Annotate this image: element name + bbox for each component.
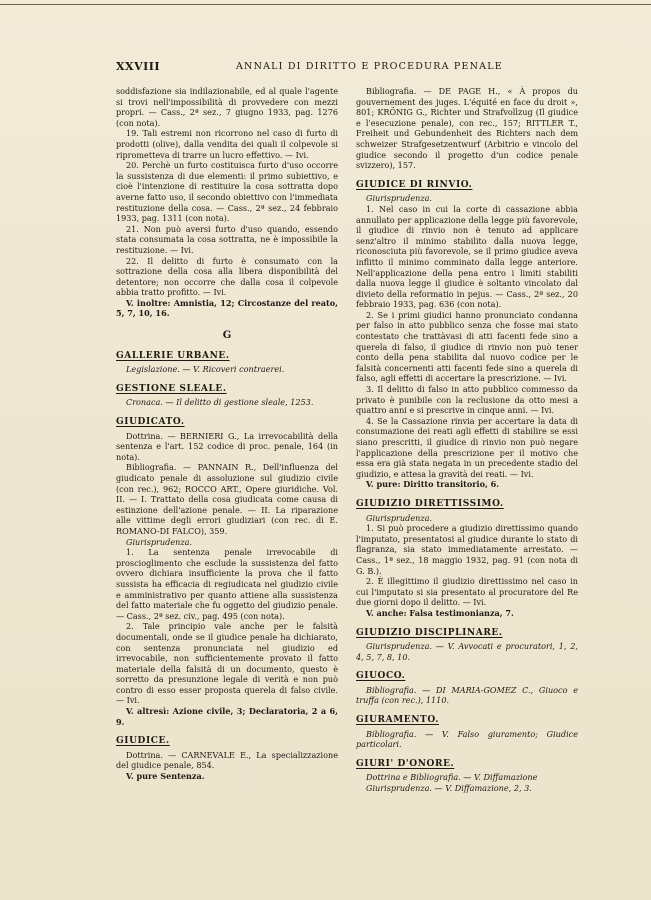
see-also: V. pure Sentenza. <box>126 771 205 782</box>
entry-heading: GESTIONE SLEALE. <box>116 383 227 394</box>
entry-paragraph: Giurisprudenza. — V. Avvocati e procuratori, 1, 2, 4, 5, 7, 8, 10. <box>356 641 578 662</box>
subheading: Giurisprudenza. <box>366 193 432 204</box>
entry-heading: GIUDIZIO DIRETTISSIMO. <box>356 498 504 509</box>
entry-paragraph: 22. Il delitto di furto è consumato con la sottrazione della cosa alla libera disponibilità del detentore; non occorre che dalla cosa il colpevole abbia tratto profitto. — Ivi. <box>116 255 338 298</box>
entry-paragraph: 1. Nel caso in cui la corte di cassazione abbia annullato per applicazione della legge più favorevole, il giudice di rinvio non è tenuto ad applicare senz'altro il minimo stabilito dalla nuova legge, riconosciuta più favorevole, se il primo giudice aveva inflitto il minimo comminato dalla legge anteriore. Nell'applicazione della pena entro i limiti stabiliti dalla nuova legge il giudice è soltanto vincolato dal divieto della reformatio in pejus. — Cass., 2ª sez., 20 febbraio 1933, pag. 636 (con nota). <box>356 203 578 310</box>
entry-paragraph: Dottrina. — CARNEVALE E., La specializzazione del giudice penale, 854. <box>116 749 338 771</box>
entry-paragraph: Bibliografia. — DI MARIA-GOMEZ C., Giuoco e truffa (con rec.), 1110. <box>356 684 578 706</box>
entry-paragraph: 2. Tale principio vale anche per le falsità documentali, onde se il giudice penale ha dichiarato, con sentenza pronunciata nel giudizio ed irrevocabile, non sufficientemente provato il fatto materiale della falsità di un documento, questo è sorretto da presunzione legale di verità e non può contro di esso esser proposta querela di falso civile. — Ivi. <box>116 621 338 706</box>
entry-paragraph: 2. Se i primi giudici hanno pronunciato condanna per falso in atto pubblico senza che fosse mai stato contestato che trattàvasi di atti facenti fede sino a querela di falso, il giudice di rinvio non può tener conto della pena stabilita dal nuovo codice per le falsità concernenti atti facenti fede sino a querela di falso, agli effetti di accertare la prescrizione. — Ivi. <box>356 309 578 384</box>
page-number: XXVIII <box>116 60 161 73</box>
entry-paragraph: Bibliografia. — PANNAIN R., Dell'influenza del giudicato penale di assoluzione sul giudizio civile (con rec.), 962; ROCCO ART., Opere giuridiche. Vol. II. — I. Trattato della cosa giudicata come causa di estinzione dell'azione penale. — II. La riparazione alle vittime degli errori giudiziari (con rec. di E. ROMANO-DI FALCO), 359. <box>116 462 338 536</box>
subheading: Giurisprudenza. <box>366 512 432 523</box>
entry-heading: GIUDICE DI RINVIO. <box>356 179 473 190</box>
entry-paragraph: 20. Perchè un furto costituisca furto d'uso occorre la sussistenza di due elementi: il primo subiettivo, e cioè l'intenzione di restituire la cosa sottratta dopo averne fatto uso, il secondo obiettivo con l'immediata restituzione della cosa. — Cass., 2ª sez., 24 febbraio 1933, pag. 1311 (con nota). <box>116 160 338 224</box>
entry-paragraph: Cronaca. — Il delitto di gestione sleale, 1253. <box>126 397 314 408</box>
top-rule <box>0 4 651 5</box>
see-also: V. pure: Diritto transitorio, 6. <box>366 479 500 490</box>
entry-paragraph: Bibliografia. — V. Falso giuramento; Giudice particolari. <box>356 728 578 750</box>
entry-paragraph: 19. Tali estremi non ricorrono nel caso di furto di prodotti (olive), dalla vendita dei quali il colpevole si riprometteva di trarre un lucro effettivo. — Ivi. <box>116 128 338 160</box>
entry-paragraph: Bibliografia. — DE PAGE H., « À propos du gouvernement des juges. L'équité en face du droit », 801; KRÖNIG G., Richter und Strafvollzug (Il giudice e l'esecuzione penale), con rec., 157; RITTLER T., Freiheit und Gebundenheit des Richters nach dem schweizer Strafgesetzentwurf (Arbitrio e vincolo del giudice secondo il progetto d'un codice penale svizzero), 157. <box>356 86 578 171</box>
entry-paragraph: 1. La sentenza penale irrevocabile di proscioglimento che esclude la sussistenza del fatto ovvero dichiara insufficiente la prova che il fatto sussista ha efficacia di regiudicata nel giudizio civile e amministrativo per quanto attiene alla sussistenza del fatto materiale che fu oggetto del giudizio penale. — Cass., 2ª sez. civ., pag. 495 (con nota). <box>116 547 338 621</box>
see-also: V. inoltre: Amnistia, 12; Circostanze del reato, 5, 7, 10, 16. <box>116 297 338 319</box>
entry-paragraph: Dottrina. — BERNIERI G., La irrevocabilità della sentenza e l'art. 152 codice di proc. penale, 164 (in nota). <box>116 430 338 462</box>
page-header <box>116 60 556 74</box>
entry-paragraph: Dottrina e Bibliografia. — V. Diffamazione <box>366 772 538 783</box>
left-column <box>116 86 338 782</box>
subheading: Giurisprudenza. <box>126 536 192 547</box>
entry-paragraph: 1. Si può procedere a giudizio direttissimo quando l'imputato, presentatosi al giudice durante lo stato di flagranza, sia stato immediatamente arrestato. — Cass., 1ª sez., 18 maggio 1932, pag. 91 (con nota di G. B.). <box>356 523 578 576</box>
entry-heading: GIUDIZIO DISCIPLINARE. <box>356 627 503 638</box>
right-column <box>356 86 578 794</box>
entry-paragraph: 21. Non può aversi furto d'uso quando, essendo stata consumata la cosa sottratta, ne è impossibile la restituzione. — Ivi. <box>116 223 338 255</box>
entry-paragraph: soddisfazione sia indilazionabile, ed al quale l'agente si trovi nell'impossibilità di provvedere con mezzi propri. — Cass., 2ª sez., 7 giugno 1933, pag. 1276 (con nota). <box>116 86 338 128</box>
entry-heading: GIURI' D'ONORE. <box>356 758 455 769</box>
running-title: ANNALI DI DIRITTO E PROCEDURA PENALE <box>236 61 503 72</box>
entry-paragraph: 4. Se la Cassazione rinvia per accertare la data di consumazione dei reati agli effetti di stabilire se essi siano prescritti, il giudice di rinvio non può negare l'applicazione della prescrizione per il motivo che essa era già stata negata in un precedente stadio del giudizio, e attesa la gravità dei reati. — Ivi. <box>356 415 578 479</box>
entry-paragraph: 3. Il delitto di falso in atto pubblico commesso da privato è punibile con la reclusione da otto mesi a quattro anni e si prescrive in cinque anni. — Ivi. <box>356 384 578 416</box>
entry-heading: GIUOCO. <box>356 671 406 682</box>
entry-paragraph: Legislazione. — V. Ricoveri contraerei. <box>126 364 285 375</box>
entry-heading: GIUDICE. <box>116 736 170 747</box>
section-letter: G <box>222 330 232 342</box>
entry-paragraph: Giurisprudenza. — V. Diffamazione, 2, 3. <box>366 783 532 794</box>
entry-heading: GIURAMENTO. <box>356 715 439 726</box>
see-also: V. anche: Falsa testimonianza, 7. <box>366 607 514 618</box>
entry-heading: GALLERIE URBANE. <box>116 350 230 361</box>
see-also: V. altresì: Azione civile, 3; Declaratoria, 2 a 6, 9. <box>116 706 338 727</box>
entry-paragraph: 2. È illegittimo il giudizio direttissimo nel caso in cui l'imputato si sia presentato al procuratore del Re due giorni dopo il delitto. — Ivi. <box>356 576 578 608</box>
entry-heading: GIUDICATO. <box>116 417 185 428</box>
